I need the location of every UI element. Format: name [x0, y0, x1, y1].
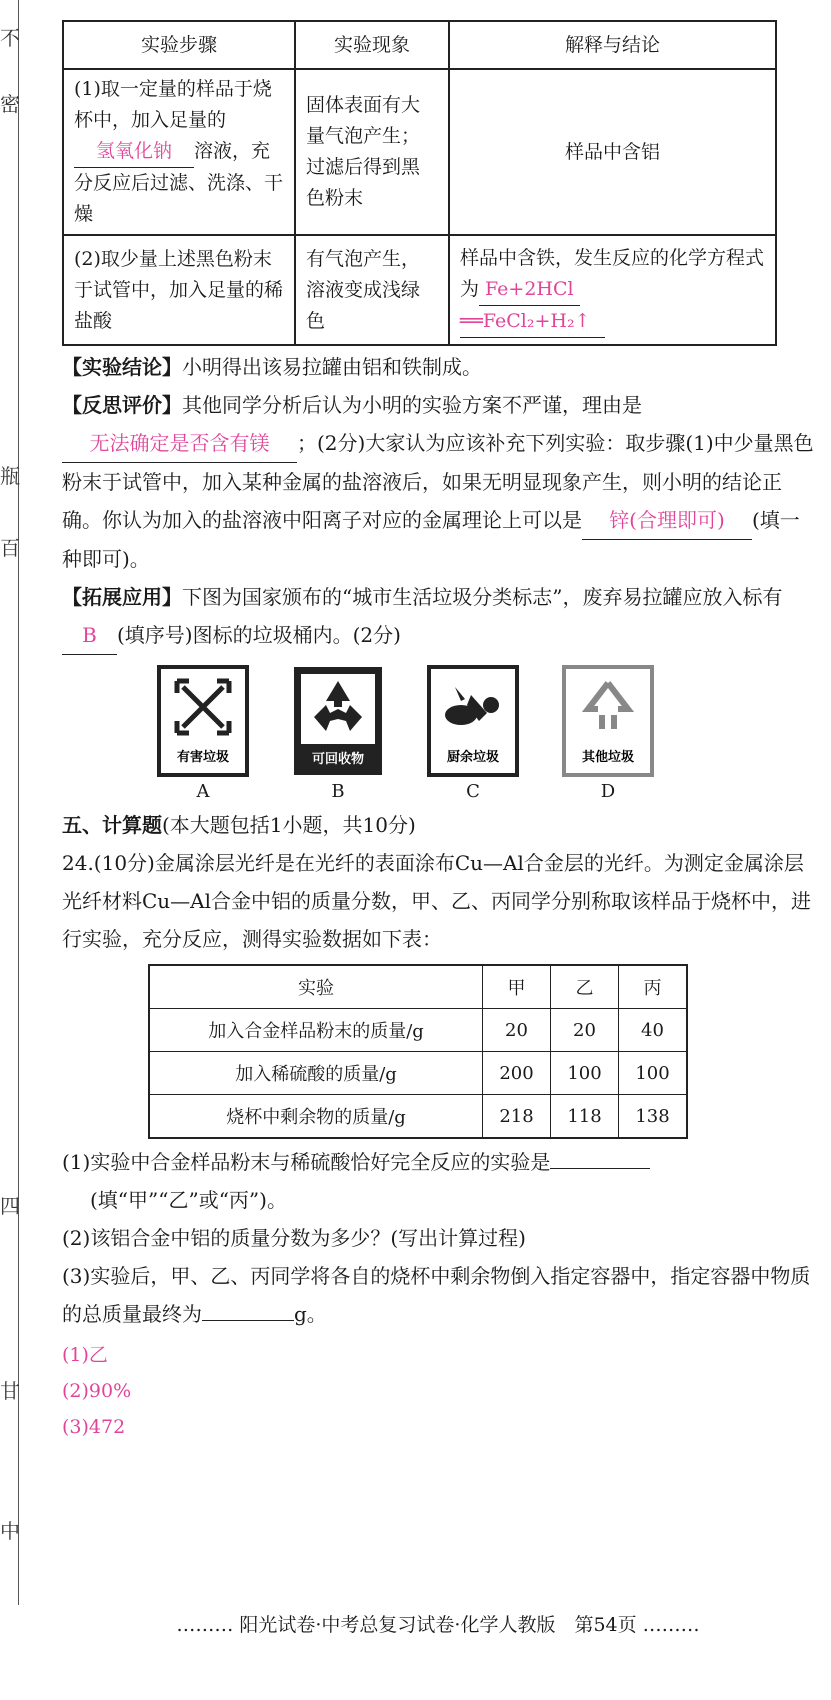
binding-margin-line [18, 0, 19, 1605]
experiment-conclusion [62, 348, 814, 386]
table-cell: 100 [619, 1052, 688, 1095]
table-cell: 加入稀硫酸的质量/g [149, 1052, 483, 1095]
phenomenon-cell: 固体表面有大量气泡产生；过滤后得到黑色粉末 [295, 69, 449, 235]
sub-question-1 [62, 1143, 814, 1219]
answer-blank [550, 1168, 650, 1169]
conclusion-text: 样品中含铁，发生反应的化学方程式为 [460, 246, 765, 300]
answer-blank: 锌(合理即可) [582, 501, 752, 540]
table-header: 丙 [619, 965, 688, 1009]
answer-block [62, 1337, 814, 1445]
question-text: g。 [294, 1302, 327, 1326]
answer-blank: 氢氧化钠 [74, 136, 194, 168]
table-row [149, 1095, 687, 1139]
table-cell: 20 [551, 1009, 619, 1052]
sub-question-3 [62, 1257, 814, 1333]
table-row [63, 69, 776, 235]
table-header: 实验现象 [295, 21, 449, 69]
waste-sign-row [157, 665, 814, 802]
svg-text:可回收物: 可回收物 [311, 752, 365, 767]
waste-sign-a [157, 665, 249, 802]
answer-line: (3)472 [62, 1416, 126, 1438]
step-text: 溶液，充分反应后过滤、洗涤、干燥 [74, 140, 284, 225]
table-header: 解释与结论 [449, 21, 776, 69]
waste-sign-c [427, 665, 519, 802]
conclusion-cell [449, 235, 776, 345]
table-cell: 138 [619, 1095, 688, 1139]
waste-sign-d [562, 665, 654, 802]
section-5-heading [62, 806, 814, 844]
question-text: (填“甲”“乙”或“丙”)。 [90, 1188, 287, 1212]
question-text: (3)实验后，甲、乙、丙同学将各自的烧杯中剩余物倒入指定容器中，指定容器中物质的总质量最终为 [62, 1264, 811, 1326]
conclusion-cell: 样品中含铝 [449, 69, 776, 235]
page-footer: ……… 阳光试卷·中考总复习试卷·化学人教版 第54页 ……… [176, 1614, 700, 1636]
table-cell: 烧杯中剩余物的质量/g [149, 1095, 483, 1139]
data-table [148, 964, 688, 1139]
paragraph-text: 小明得出该易拉罐由铝和铁制成。 [182, 355, 482, 379]
answer-line: (1)乙 [62, 1344, 108, 1366]
extension-paragraph [62, 578, 814, 655]
svg-text:其他垃圾: 其他垃圾 [581, 750, 635, 765]
page-content [62, 20, 814, 1445]
sign-letter: B [331, 781, 345, 802]
margin-char: 百 [0, 536, 20, 560]
waste-sign-b [292, 665, 384, 802]
equation-line: Fe+2HCl [479, 274, 580, 306]
table-header: 实验步骤 [63, 21, 295, 69]
table-cell: 40 [619, 1009, 688, 1052]
table-row [149, 1009, 687, 1052]
phenomenon-cell: 有气泡产生，溶液变成浅绿色 [295, 235, 449, 345]
answer-line: (2)90% [62, 1380, 132, 1402]
table-row [149, 1052, 687, 1095]
table-header: 乙 [551, 965, 619, 1009]
margin-char: 不 [0, 26, 20, 50]
section-tag: 【反思评价】 [62, 393, 182, 417]
table-row [63, 235, 776, 345]
answer-blank: 无法确定是否含有镁 [62, 424, 297, 463]
margin-char: 甘 [0, 1379, 20, 1403]
answer-blank [202, 1320, 294, 1321]
margin-char: 密 [0, 92, 20, 116]
table-cell: 118 [551, 1095, 619, 1139]
step-cell [63, 69, 295, 235]
sign-letter: A [196, 781, 210, 802]
paragraph-text: ；(2分)大家认为应该补充下列实验：取步骤(1)中少量黑色粉末于试管中，加入某种金属的盐溶液后，如果无明显现象产生，则小明的结论正确。你认为加入的盐溶液中阳离子对应的金属理论上可以是 [62, 431, 814, 532]
table-cell: 20 [483, 1009, 551, 1052]
section-tag: 【实验结论】 [62, 355, 182, 379]
recyclable-icon [292, 665, 384, 777]
svg-text:厨余垃圾: 厨余垃圾 [446, 750, 500, 765]
table-cell: 100 [551, 1052, 619, 1095]
svg-text:有害垃圾: 有害垃圾 [176, 750, 230, 765]
step-text: (1)取一定量的样品于烧杯中，加入足量的 [74, 78, 272, 131]
section-title: 五、计算题 [62, 813, 162, 837]
question-24: 24.(10分)金属涂层光纤是在光纤的表面涂布Cu—Al合金层的光纤。为测定金属涂层光纤材料Cu—Al合金中铝的质量分数，甲、乙、丙同学分别称取该样品于烧杯中，进行实验，充分反应，测得实验数据如下表： [62, 851, 812, 951]
section-note: (本大题包括1小题，共10分) [162, 813, 416, 837]
paragraph-text: (填序号)图标的垃圾桶内。(2分) [117, 623, 401, 647]
paragraph-text: (填一种即可)。 [62, 508, 800, 571]
equation-line: ══FeCl₂+H₂↑ [460, 306, 605, 338]
sign-letter: D [600, 781, 616, 802]
question-text: (1)实验中合金样品粉末与稀硫酸恰好完全反应的实验是 [62, 1150, 551, 1174]
kitchen-waste-icon [427, 665, 519, 777]
step-cell: (2)取少量上述黑色粉末于试管中，加入足量的稀盐酸 [63, 235, 295, 345]
table-cell: 218 [483, 1095, 551, 1139]
reflection-paragraph [62, 386, 814, 578]
sign-letter: C [466, 781, 480, 802]
margin-char: 中 [0, 1519, 20, 1543]
margin-char: 四 [0, 1194, 20, 1218]
table-cell: 200 [483, 1052, 551, 1095]
section-tag: 【拓展应用】 [62, 585, 182, 609]
other-waste-icon [562, 665, 654, 777]
table-cell: 加入合金样品粉末的质量/g [149, 1009, 483, 1052]
hazardous-waste-icon [157, 665, 249, 777]
table-header: 甲 [483, 965, 551, 1009]
paragraph-text: 其他同学分析后认为小明的实验方案不严谨，理由是 [182, 393, 642, 417]
paragraph-text: 下图为国家颁布的“城市生活垃圾分类标志”，废弃易拉罐应放入标有 [182, 585, 783, 609]
margin-char: 瓶 [0, 464, 20, 488]
table-header: 实验 [149, 965, 483, 1009]
answer-blank: B [62, 616, 117, 655]
experiment-table [62, 20, 777, 346]
sub-question-2: (2)该铝合金中铝的质量分数为多少？(写出计算过程) [62, 1226, 526, 1250]
